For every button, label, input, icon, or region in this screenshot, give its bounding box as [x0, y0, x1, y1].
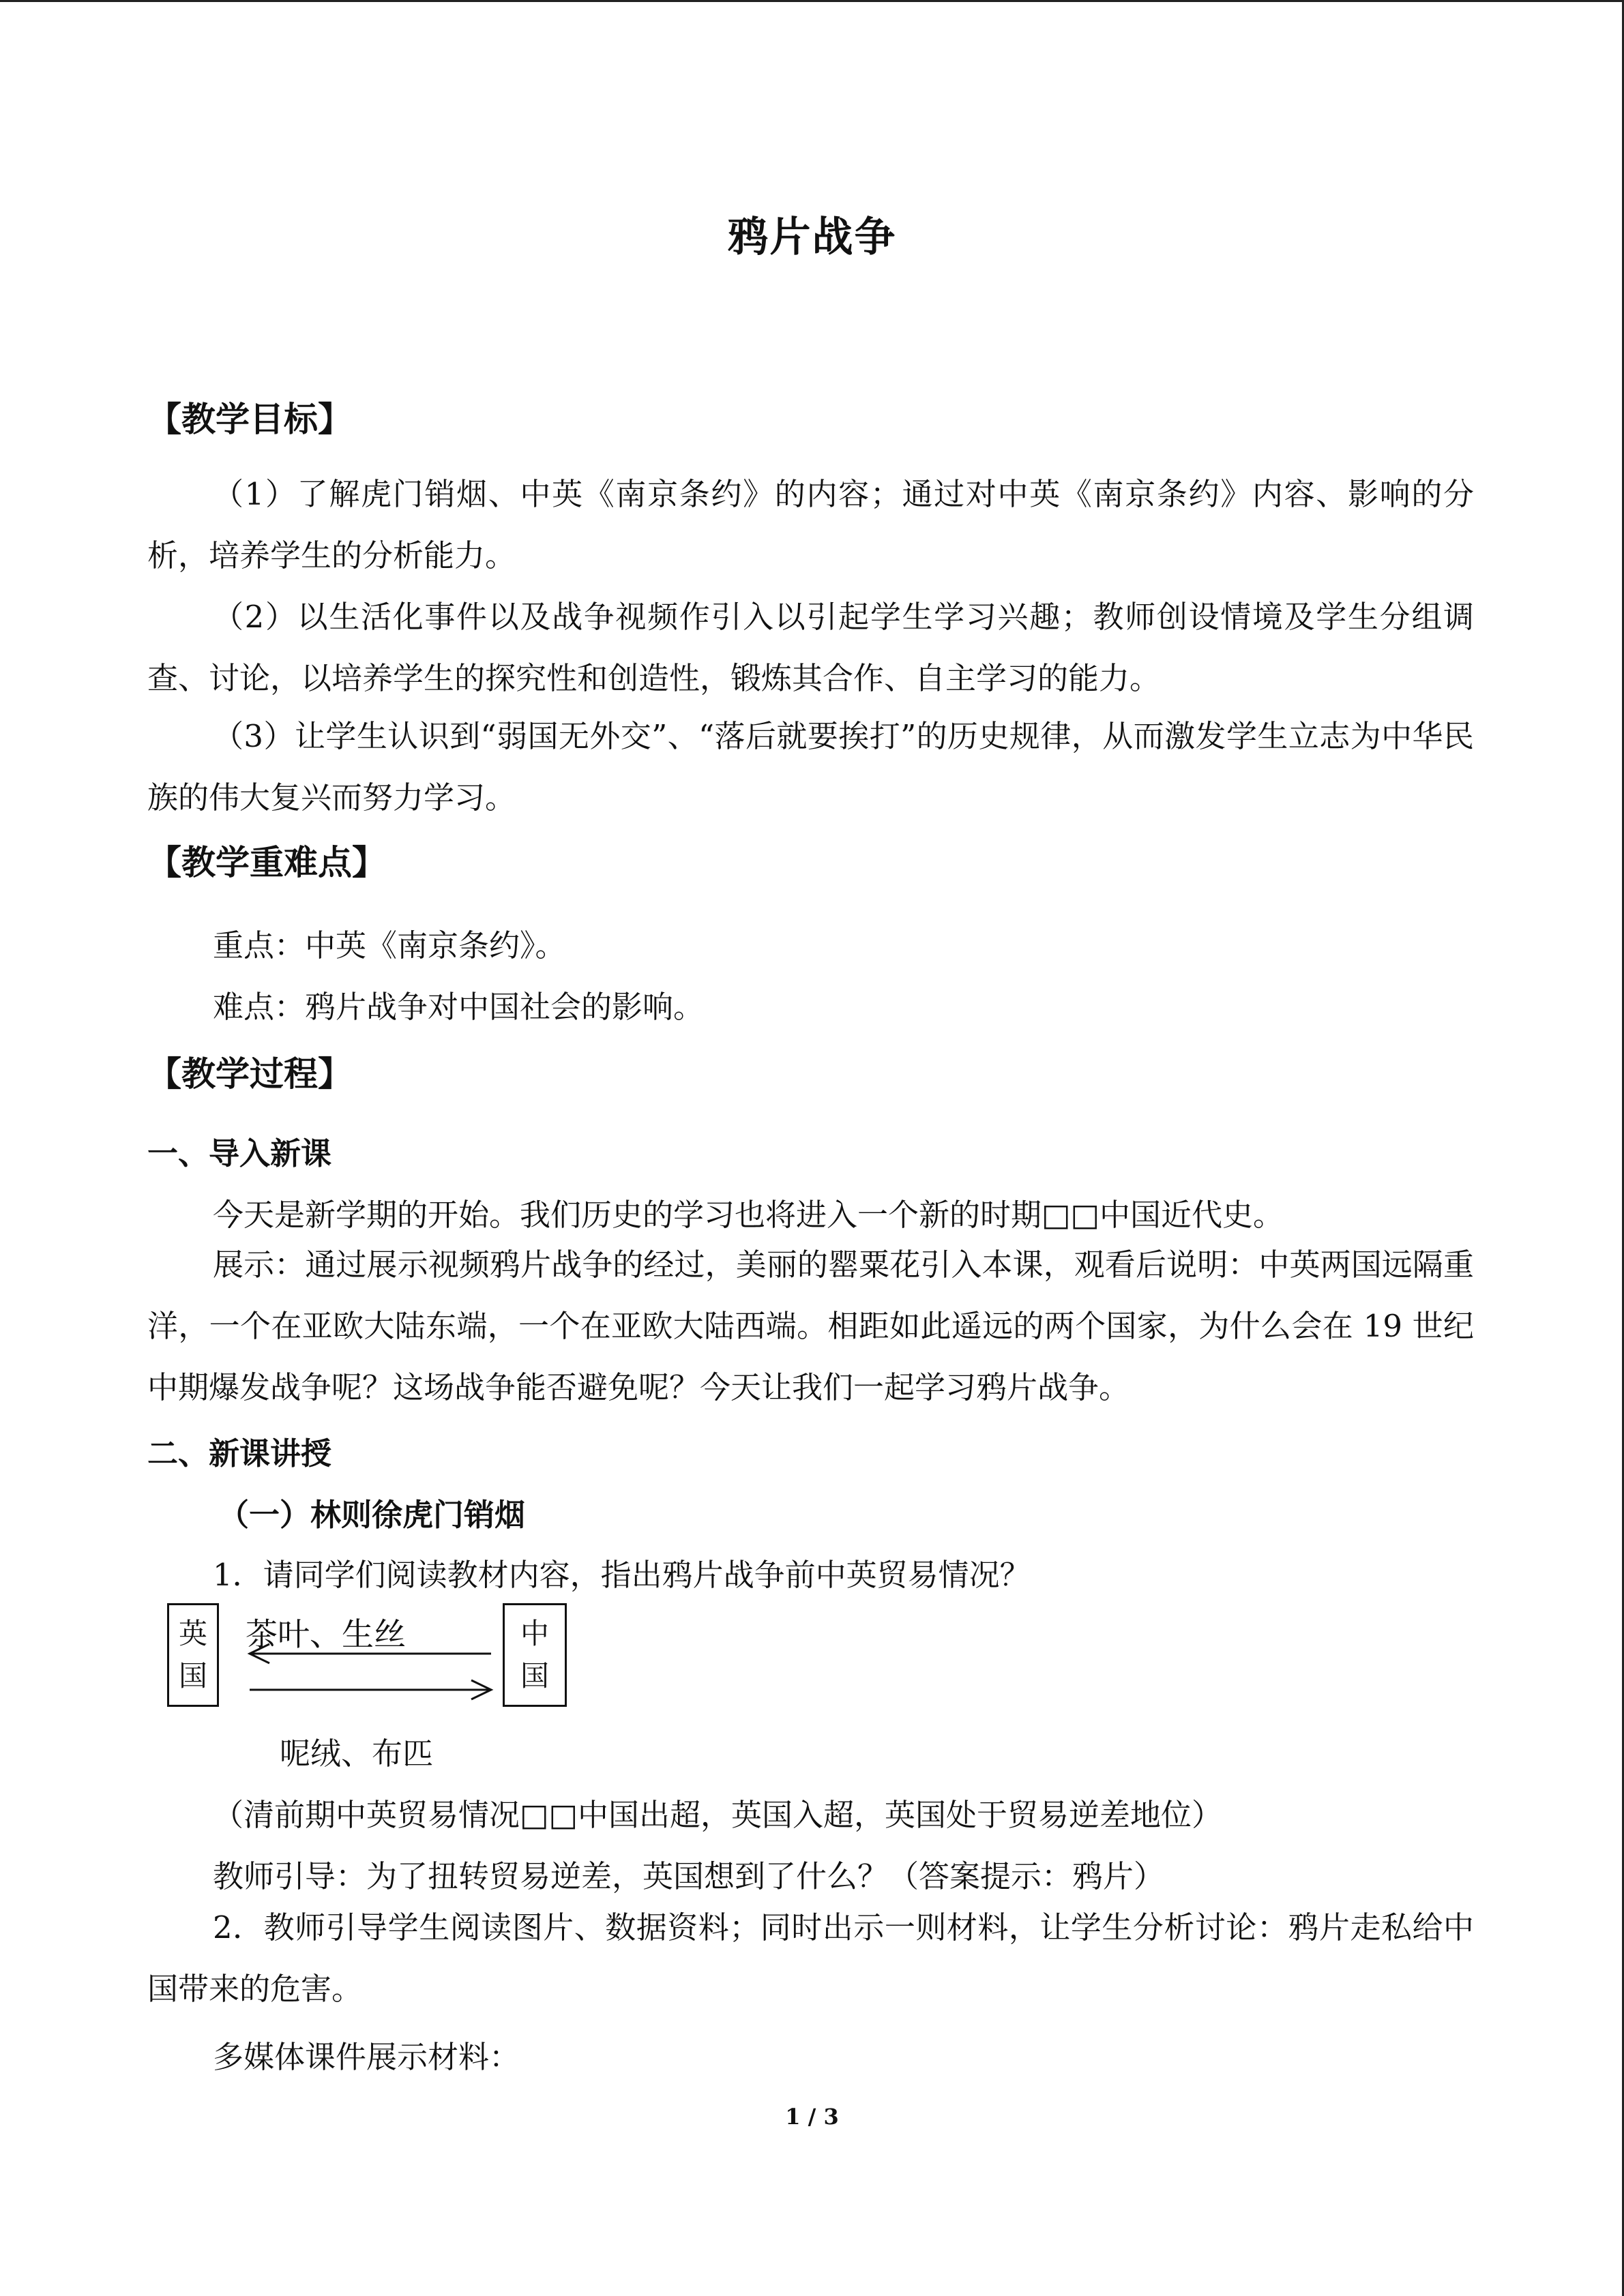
objective-2: （2）以生活化事件以及战争视频作引入以引起学生学习兴趣；教师创设情境及学生分组调查、讨论，以培养学生的探究性和创造性，锻炼其合作、自主学习的能力。: [147, 599, 1474, 696]
question-1: 1．请同学们阅读教材内容，指出鸦片战争前中英贸易情况？: [213, 1557, 1031, 1593]
keypoints-heading: 【教学重难点】: [147, 843, 386, 882]
trade-note: （清前期中英贸易情况□□中国出超，英国入超，英国处于贸易逆差地位）: [213, 1797, 1223, 1833]
part1-paragraph-1: 今天是新学期的开始。我们历史的学习也将进入一个新的时期□□中国近代史。: [213, 1197, 1284, 1233]
arrow-right-icon: [250, 1680, 491, 1699]
britain-box: [167, 1603, 219, 1707]
part1-heading: 一、导入新课: [147, 1135, 332, 1172]
britain-box-char-1: 英: [178, 1617, 207, 1650]
export-label-tea-silk: 茶叶、生丝: [246, 1616, 406, 1654]
page-number: 1 / 3: [785, 2104, 839, 2130]
page-border-top: [0, 0, 1624, 2]
objective-1: （1）了解虎门销烟、中英《南京条约》的内容；通过对中英《南京条约》内容、影响的分析，培养学生的分析能力。: [147, 476, 1474, 573]
part2-heading: 二、新课讲授: [147, 1435, 332, 1472]
import-label-wool-cloth: 呢绒、布匹: [280, 1735, 434, 1772]
question-2: 2．教师引导学生阅读图片、数据资料；同时出示一则材料，让学生分析讨论：鸦片走私给中国带来的危害。: [147, 1909, 1474, 2007]
key-point: 重点：中英《南京条约》。: [213, 927, 566, 964]
process-heading: 【教学过程】: [147, 1054, 352, 1094]
teacher-guide-1: 教师引导：为了扭转贸易逆差，英国想到了什么？（答案提示：鸦片）: [213, 1858, 1165, 1894]
objectives-heading: 【教学目标】: [147, 400, 352, 439]
china-box: [503, 1603, 567, 1707]
arrow-left-icon: [250, 1644, 491, 1663]
part1-paragraph-2: 展示：通过展示视频鸦片战争的经过，美丽的罂粟花引入本课，观看后说明：中英两国远隔重洋，一个在亚欧大陆东端，一个在亚欧大陆西端。相距如此遥远的两个国家，为什么会在 19 世纪中期爆发战争呢？这场战争能否避免呢？今天让我们一起学习鸦片战争。: [147, 1247, 1474, 1405]
britain-box-char-2: 国: [178, 1659, 207, 1693]
multimedia-materials: 多媒体课件展示材料：: [213, 2039, 520, 2075]
trade-arrows: [246, 1640, 498, 1708]
china-box-char-2: 国: [520, 1659, 549, 1693]
difficulty-point: 难点：鸦片战争对中国社会的影响。: [213, 989, 705, 1025]
objective-3: （3）让学生认识到“弱国无外交”、“落后就要挨打”的历史规律，从而激发学生立志为中华民族的伟大复兴而努力学习。: [147, 718, 1474, 816]
china-box-char-1: 中: [520, 1617, 549, 1650]
document-title: 鸦片战争: [727, 213, 897, 261]
subsection1-heading: （一）林则徐虎门销烟: [218, 1497, 526, 1533]
